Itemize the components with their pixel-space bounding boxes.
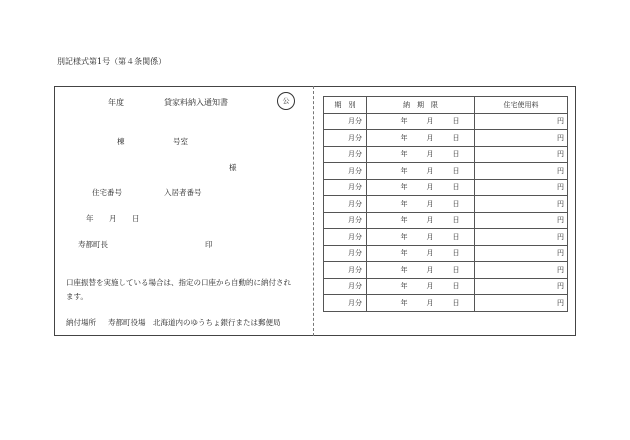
due-month: 月 [426, 183, 434, 192]
due-month: 月 [426, 216, 434, 225]
fee-cell: 円 [475, 146, 568, 163]
issue-date-month: 月 [109, 214, 117, 223]
form-reference: 別記様式第1号（第４条関係） [57, 57, 167, 66]
due-year: 年 [400, 166, 408, 175]
due-date-cell [367, 212, 475, 229]
due-month: 月 [426, 199, 434, 208]
period-cell: 月分 [324, 130, 367, 147]
table-row [324, 163, 568, 180]
due-year: 年 [400, 216, 408, 225]
fee-cell: 円 [475, 229, 568, 246]
period-cell: 月分 [324, 146, 367, 163]
due-year: 年 [400, 298, 408, 307]
table-row [324, 278, 568, 295]
fee-cell: 円 [475, 278, 568, 295]
due-date-cell [367, 278, 475, 295]
due-year: 年 [400, 133, 408, 142]
due-day: 日 [452, 117, 460, 126]
honorific: 様 [229, 163, 237, 172]
due-date-cell [367, 179, 475, 196]
table-row [324, 196, 568, 213]
payment-place-label: 納付場所 [66, 318, 96, 327]
fiscal-year-label: 年度 [108, 98, 124, 107]
period-cell: 月分 [324, 113, 367, 130]
table-row [324, 212, 568, 229]
due-date-cell [367, 196, 475, 213]
table-header-row [324, 97, 568, 114]
due-month: 月 [426, 298, 434, 307]
room-label: 号室 [173, 137, 188, 146]
due-date-cell [367, 262, 475, 279]
due-day: 日 [452, 298, 460, 307]
due-month: 月 [426, 265, 434, 274]
due-date-cell [367, 146, 475, 163]
header-fee: 住宅使用料 [475, 97, 568, 114]
perforation-divider [313, 86, 314, 336]
fee-cell: 円 [475, 163, 568, 180]
due-date-cell [367, 113, 475, 130]
fee-cell: 円 [475, 245, 568, 262]
table-row [324, 130, 568, 147]
header-period: 期 別 [324, 97, 367, 114]
notice-title: 貸家料納入通知書 [164, 98, 228, 107]
due-day: 日 [452, 199, 460, 208]
due-day: 日 [452, 249, 460, 258]
building-label: 棟 [117, 137, 125, 146]
fee-cell: 円 [475, 113, 568, 130]
issue-date-day: 日 [132, 214, 140, 223]
due-month: 月 [426, 282, 434, 291]
due-year: 年 [400, 117, 408, 126]
due-day: 日 [452, 133, 460, 142]
payment-place-value: 寿都町役場 北海道内のゆうちょ銀行または郵便局 [108, 318, 281, 327]
due-day: 日 [452, 166, 460, 175]
due-year: 年 [400, 150, 408, 159]
period-cell: 月分 [324, 196, 367, 213]
due-year: 年 [400, 265, 408, 274]
due-year: 年 [400, 282, 408, 291]
due-year: 年 [400, 232, 408, 241]
due-year: 年 [400, 199, 408, 208]
due-month: 月 [426, 117, 434, 126]
resident-number-label: 入居者番号 [164, 188, 202, 197]
due-day: 日 [452, 150, 460, 159]
house-number-label: 住宅番号 [92, 188, 122, 197]
header-due-date: 納 期 限 [367, 97, 475, 114]
due-month: 月 [426, 249, 434, 258]
due-date-cell [367, 130, 475, 147]
due-date-cell [367, 245, 475, 262]
period-cell: 月分 [324, 278, 367, 295]
due-day: 日 [452, 232, 460, 241]
table-row [324, 146, 568, 163]
period-cell: 月分 [324, 295, 367, 312]
due-month: 月 [426, 150, 434, 159]
table-row [324, 179, 568, 196]
fee-cell: 円 [475, 130, 568, 147]
period-cell: 月分 [324, 212, 367, 229]
table-row [324, 245, 568, 262]
table-row [324, 113, 568, 130]
period-cell: 月分 [324, 262, 367, 279]
due-day: 日 [452, 282, 460, 291]
table-row [324, 262, 568, 279]
due-month: 月 [426, 166, 434, 175]
period-cell: 月分 [324, 179, 367, 196]
due-year: 年 [400, 249, 408, 258]
period-cell: 月分 [324, 229, 367, 246]
fee-cell: 円 [475, 196, 568, 213]
due-date-cell [367, 163, 475, 180]
due-month: 月 [426, 133, 434, 142]
due-date-cell [367, 229, 475, 246]
public-stamp: 公 [277, 92, 295, 110]
due-date-cell [367, 295, 475, 312]
fee-cell: 円 [475, 212, 568, 229]
issuer-name: 寿都町長 [78, 240, 108, 249]
due-month: 月 [426, 232, 434, 241]
auto-transfer-note-line1: 口座振替を実施している場合は、指定の口座から自動的に納付され [66, 278, 291, 287]
due-day: 日 [452, 216, 460, 225]
period-cell: 月分 [324, 245, 367, 262]
period-cell: 月分 [324, 163, 367, 180]
issue-date-year: 年 [86, 214, 94, 223]
fee-cell: 円 [475, 179, 568, 196]
fee-cell: 円 [475, 262, 568, 279]
seal-mark: 印 [205, 240, 213, 249]
payment-schedule-table [323, 96, 568, 312]
due-day: 日 [452, 183, 460, 192]
table-row [324, 295, 568, 312]
table-row [324, 229, 568, 246]
fee-cell: 円 [475, 295, 568, 312]
due-year: 年 [400, 183, 408, 192]
auto-transfer-note-line2: ます。 [66, 292, 88, 301]
due-day: 日 [452, 265, 460, 274]
